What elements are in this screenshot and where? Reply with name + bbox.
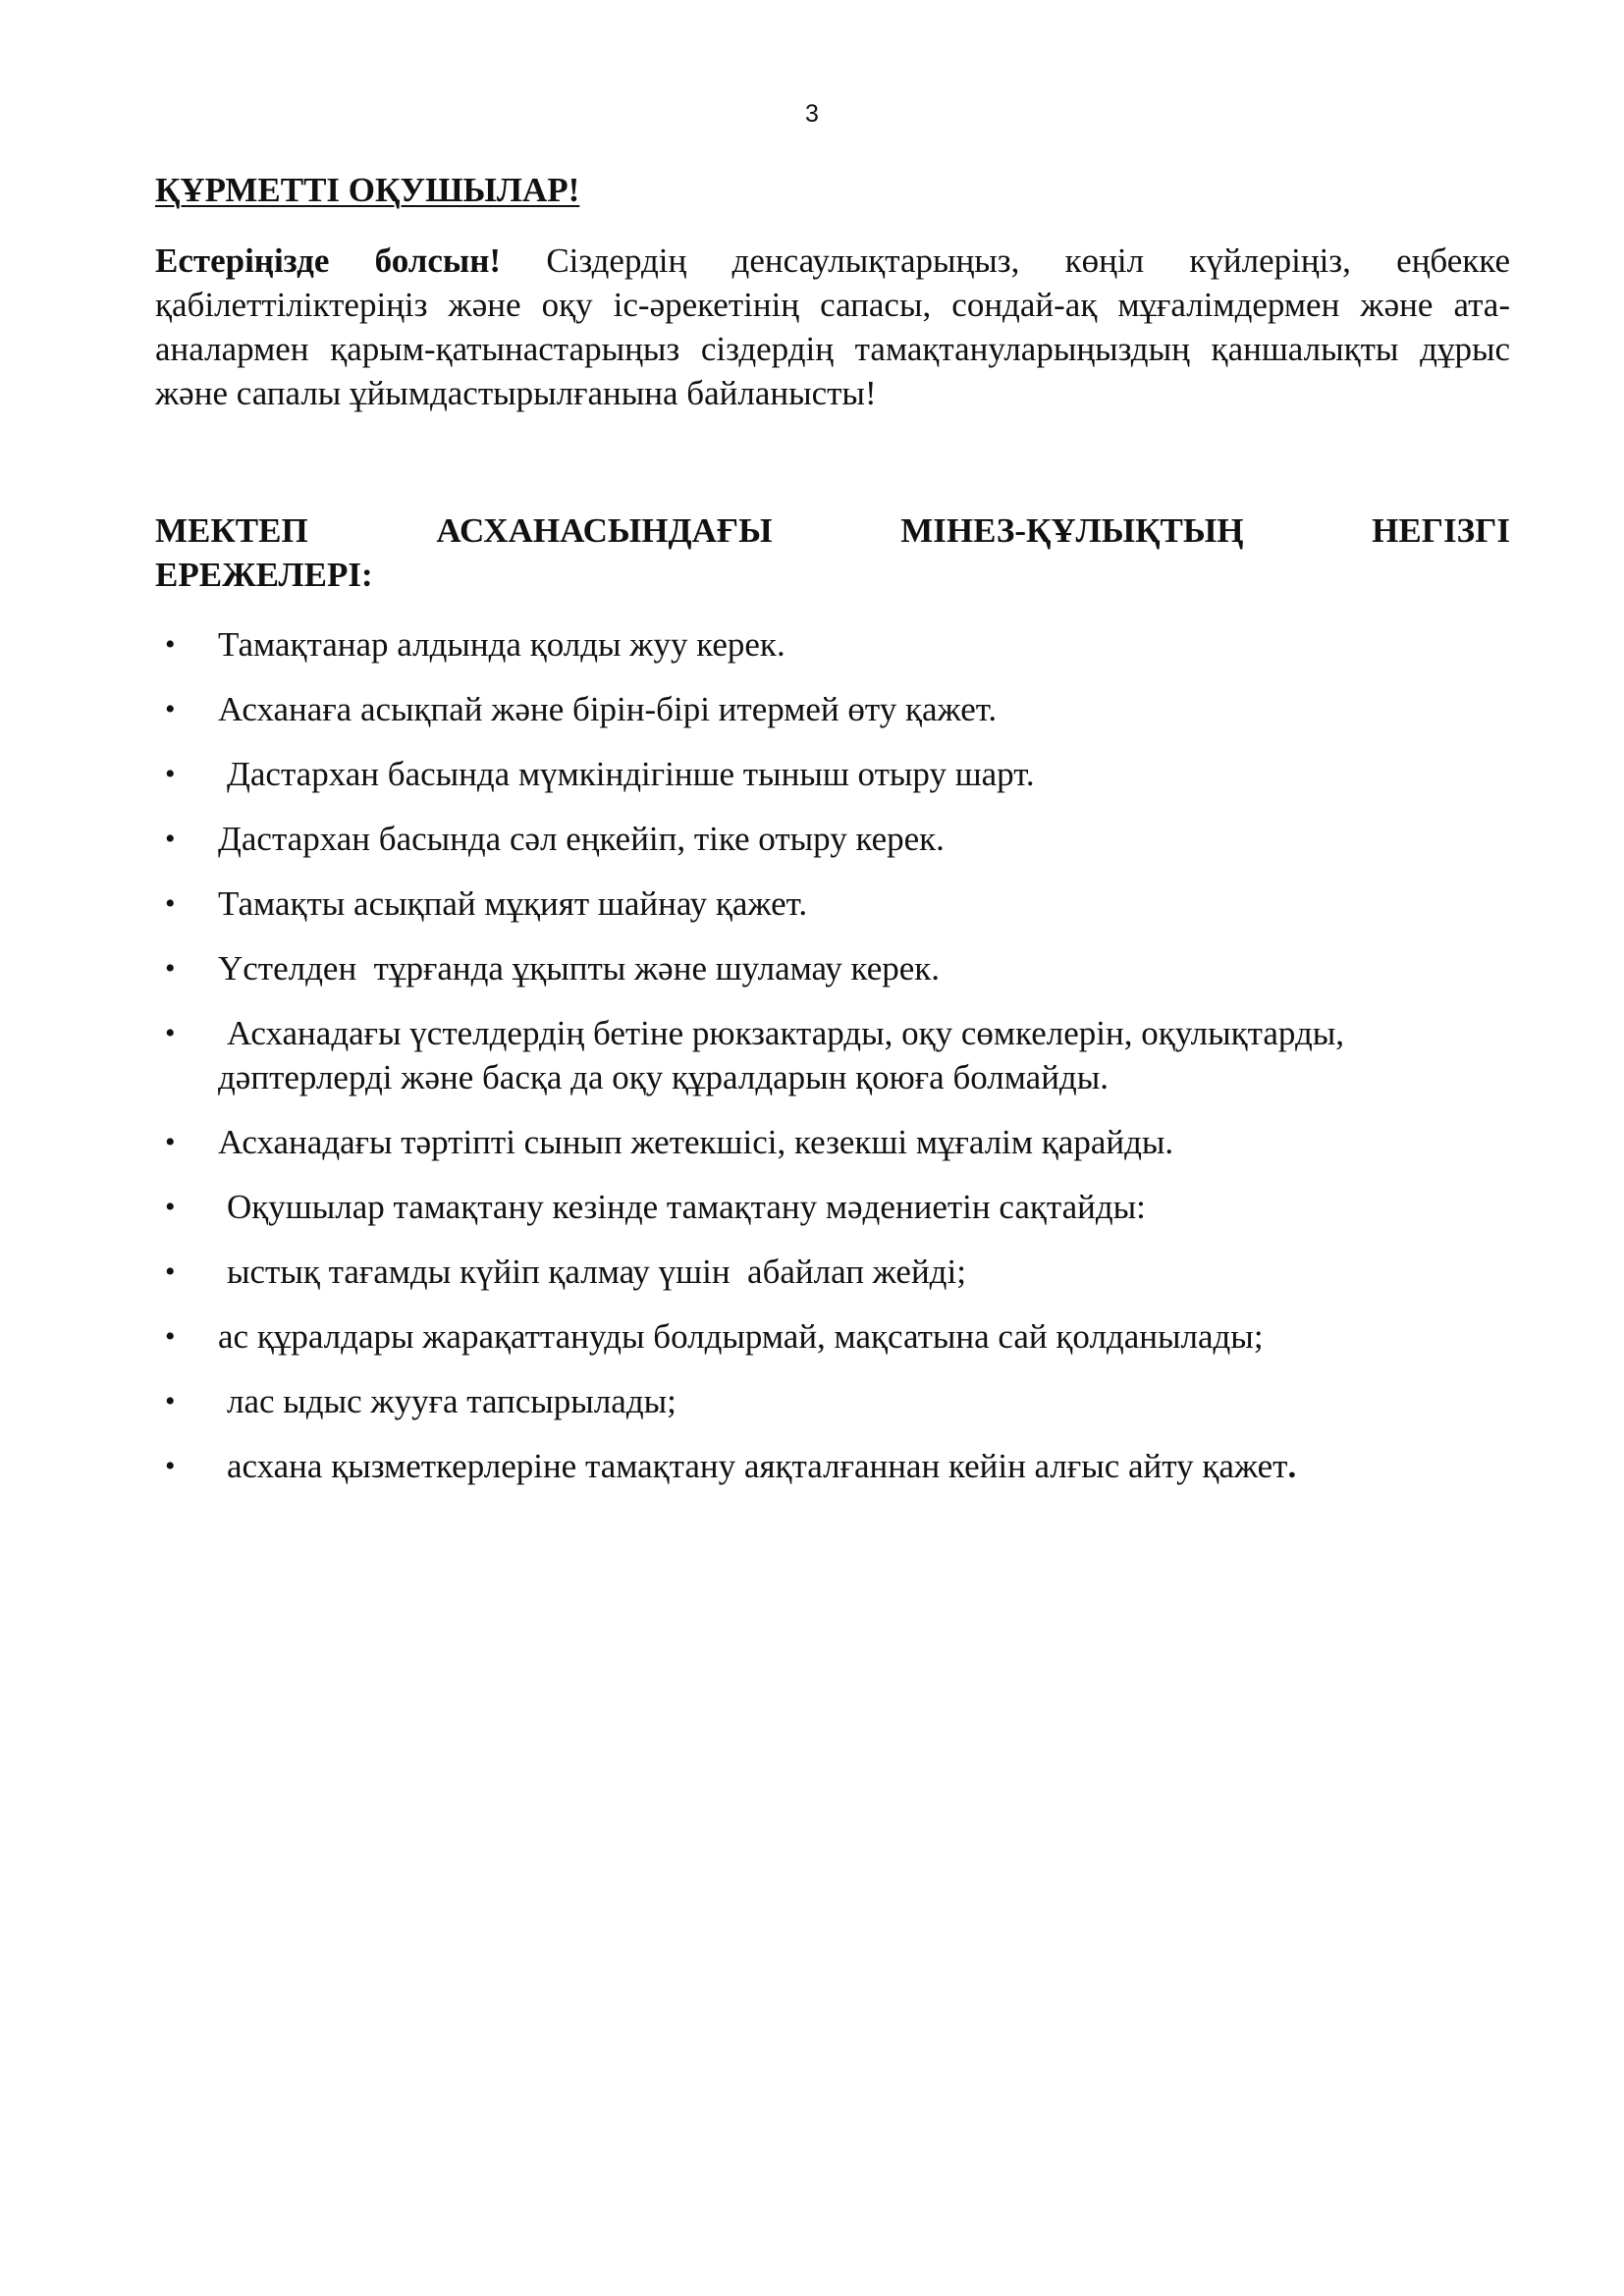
page-number: 3 bbox=[805, 100, 819, 128]
rules-title-line-2: ЕРЕЖЕЛЕРІ: bbox=[155, 556, 373, 594]
bullet-icon: • bbox=[165, 628, 176, 661]
rules-title bbox=[155, 508, 1510, 597]
rules-title-word: АСХАНАСЫНДАҒЫ bbox=[436, 511, 773, 550]
list-item bbox=[155, 1250, 1520, 1294]
bullet-icon: • bbox=[165, 1450, 176, 1482]
bullet-icon: • bbox=[165, 1255, 176, 1288]
intro-paragraph bbox=[155, 239, 1510, 415]
rule-text: Дастархан басында сәл еңкейіп, тіке отыру керек. bbox=[218, 820, 945, 858]
list-item bbox=[155, 1379, 1520, 1423]
bullet-icon: • bbox=[165, 1191, 176, 1223]
rule-text: Асханадағы тәртіпті сынып жетекшісі, кезекші мұғалім қарайды. bbox=[218, 1123, 1174, 1161]
rules-title-word: НЕГІЗГІ bbox=[1372, 511, 1510, 550]
list-item bbox=[155, 1185, 1520, 1229]
rule-text: ыстық тағамды күйіп қалмау үшін абайлап жейді; bbox=[227, 1253, 966, 1291]
rule-text: лас ыдыс жууға тапсырылады; bbox=[227, 1382, 677, 1420]
bullet-icon: • bbox=[165, 1385, 176, 1417]
bullet-icon: • bbox=[165, 823, 176, 855]
intro-bold-lead: Естеріңізде болсын! bbox=[155, 241, 502, 280]
bullet-icon: • bbox=[165, 693, 176, 725]
intro-text: Сіздердің денсаулықтарыңыз, көңіл күйлеріңіз, еңбекке қабілеттіліктеріңіз және оқу іс-әрекетінің сапасы, сондай-ақ мұғалімдермен және ата-аналармен қарым-қатынастарыңыз сіздердің тамақтануларыңыздың қаншалықты дұрыс және сапалы ұйымдастырылғанына байланысты! bbox=[155, 241, 1510, 412]
rules-title-line-1 bbox=[155, 508, 1510, 553]
list-item bbox=[155, 881, 1520, 926]
rules-list bbox=[155, 622, 1520, 1509]
rule-text: Тамақтанар алдында қолды жуу керек. bbox=[218, 625, 785, 664]
list-item bbox=[155, 687, 1520, 731]
rule-text: Асханадағы үстелдердің бетіне рюкзактарды, оқу сөмкелерін, оқулықтарды, дәптерлерді және басқа да оқу құралдарын қоюға болмайды. bbox=[218, 1014, 1345, 1096]
rule-end-mark: . bbox=[1287, 1447, 1297, 1485]
rules-title-word: МІНЕЗ-ҚҰЛЫҚТЫҢ bbox=[900, 511, 1244, 550]
bullet-icon: • bbox=[165, 1017, 176, 1049]
rules-title-word: МЕКТЕП bbox=[155, 511, 308, 550]
bullet-icon: • bbox=[165, 1126, 176, 1158]
page-heading: ҚҰРМЕТТІ ОҚУШЫЛАР! bbox=[155, 171, 580, 209]
rule-text bbox=[218, 1444, 1520, 1488]
rule-text-body: асхана қызметкерлеріне тамақтану аяқталғаннан кейін алғыс айту қажет bbox=[227, 1447, 1288, 1485]
list-item bbox=[155, 1444, 1520, 1488]
list-item bbox=[155, 1011, 1520, 1099]
list-item bbox=[155, 1314, 1520, 1359]
bullet-icon: • bbox=[165, 952, 176, 985]
list-item bbox=[155, 752, 1520, 796]
list-item bbox=[155, 622, 1520, 667]
bullet-icon: • bbox=[165, 887, 176, 920]
rule-text: Үстелден тұрғанда ұқыпты және шуламау керек. bbox=[218, 949, 941, 988]
rule-text: Асханаға асықпай және бірін-бірі итермей өту қажет. bbox=[218, 690, 998, 728]
bullet-icon: • bbox=[165, 1320, 176, 1353]
list-item bbox=[155, 946, 1520, 990]
rule-text: ас құралдары жарақаттануды болдырмай, мақсатына сай қолданылады; bbox=[218, 1317, 1264, 1356]
rule-text: Тамақты асықпай мұқият шайнау қажет. bbox=[218, 884, 808, 923]
list-item bbox=[155, 1120, 1520, 1164]
list-item bbox=[155, 817, 1520, 861]
rule-text: Дастархан басында мүмкіндігінше тыныш отыру шарт. bbox=[227, 755, 1035, 793]
bullet-icon: • bbox=[165, 758, 176, 790]
rule-text: Оқушылар тамақтану кезінде тамақтану мәдениетін сақтайды: bbox=[227, 1188, 1146, 1226]
